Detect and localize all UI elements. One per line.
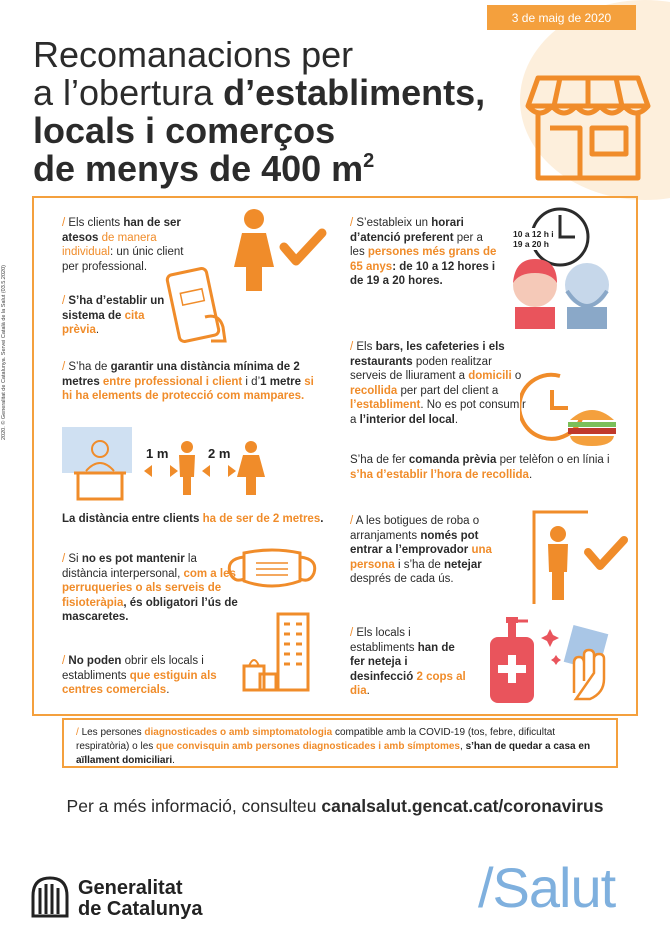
- mask-icon: [222, 545, 322, 595]
- comanda-text: S’ha de fer comanda prèvia per telèfon o en línia i s’ha d’establir l’hora de recollida.: [350, 454, 610, 481]
- cleaning-icon: [480, 615, 620, 710]
- shop-icon: [520, 70, 655, 185]
- salut-logo: /Salut: [478, 856, 616, 919]
- clock-hours-label: 10 a 12 h i 19 a 20 h: [513, 229, 554, 249]
- takeaway-clock-sandwich-icon: [520, 370, 620, 450]
- page-title: Recomanacions per a l’obertura d’establiments, locals i comerços de menys de 400 $m^2$: [33, 34, 486, 189]
- generalitat-logo-text: Generalitat de Catalunya: [78, 877, 203, 920]
- horari-text: / S’estableix un horari d’atenció preferent per a les persones més grans de 65 anys: de 10 a 12 hores i de 19 a 20 hores.: [350, 217, 497, 287]
- centres-text: / No poden obrir els locals i establiments que estiguin als centres comercials.: [62, 655, 217, 696]
- bars-text: / Els bars, les cafeteries i els restaurants poden realitzar serveis de lliurament a domicili o recollida per part del client a l’establiment. No es pot consumir a l’interior del local.: [350, 341, 526, 426]
- entre-clients-text: La distància entre clients ha de ser de 2 metres.: [62, 513, 324, 525]
- clock-elderly-icon: [505, 205, 615, 335]
- distancia-text: / S’ha de garantir una distància mínima de 2 metres entre professional i client i d’1 metre si hi ha elements de protecció com mampares.: [62, 361, 314, 402]
- mascaretes-text: / Si no es pot mantenir la distància interpersonal, com a les perruqueries o als serveis de fisioteràpia, és obligatori l’ús de mascaretes.: [62, 553, 238, 623]
- neteja-text: / Els locals i establiments han de fer neteja i desinfecció 2 cops al dia.: [350, 627, 466, 697]
- distance-1m-label: 1 m: [146, 446, 169, 461]
- mall-icon: [240, 610, 315, 695]
- roba-text: / A les botigues de roba o arranjaments només pot entrar a l’emprovador una persona i s’ha de netejar després de cada ús.: [350, 515, 492, 585]
- cita-text: / S’ha d’establir un sistema de cita prèvia.: [62, 295, 165, 336]
- person-check-icon: [232, 205, 332, 295]
- date-badge: 3 de maig de 2020: [487, 5, 636, 30]
- generalitat-emblem-icon: [30, 876, 70, 920]
- isolation-note: / Les persones diagnosticades o amb simptomatologia compatible amb la COVID-19 (tos, febre, dificultat respiratòria) o les que convisquin amb persones diagnosticades i amb símptomes, s’han de quedar a casa en aïllament domiciliari.: [62, 718, 618, 768]
- phone-icon: [165, 265, 235, 345]
- fitting-room-icon: [530, 508, 630, 608]
- more-info: Per a més informació, consulteu canalsalut.gencat.cat/coronavirus: [66, 796, 604, 816]
- distance-2m-label: 2 m: [208, 446, 231, 461]
- clients-text: / Els clients han de ser atesos de manera individual: un únic client per professional.: [62, 217, 184, 273]
- copyright-side-text: 2020. © Generalitat de Catalunya. Servei Català de la Salut (03.5.2020): [1, 265, 7, 440]
- more-info-link[interactable]: canalsalut.gencat.cat/coronavirus: [321, 796, 604, 816]
- distance-illustration: [60, 425, 330, 505]
